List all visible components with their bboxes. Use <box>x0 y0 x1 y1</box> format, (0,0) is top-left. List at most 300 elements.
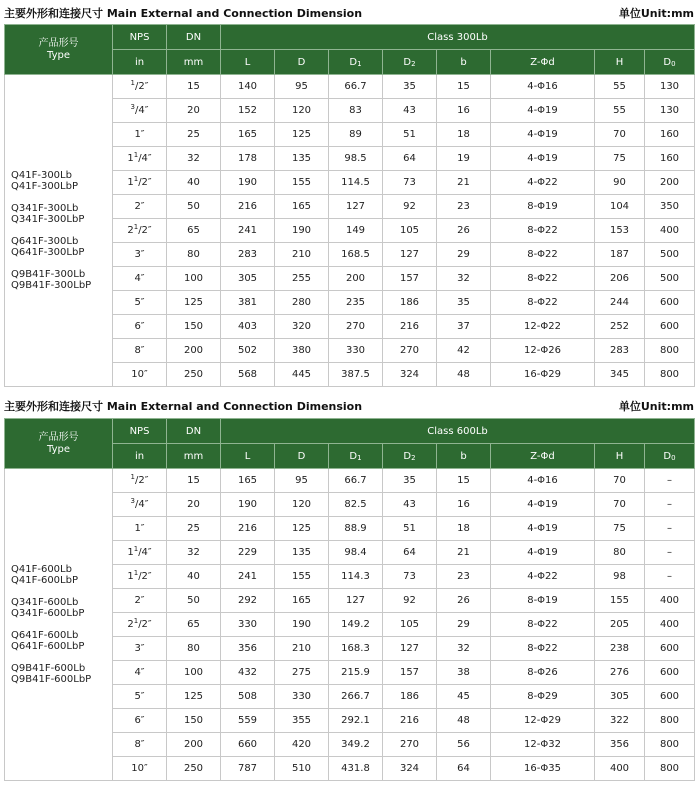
D-cell: 355 <box>275 709 329 733</box>
D2-cell: 157 <box>383 661 437 685</box>
D-cell: 280 <box>275 291 329 315</box>
type-header <box>5 25 113 75</box>
nps-cell: 10″ <box>113 363 167 387</box>
dn-cell: 250 <box>167 757 221 781</box>
dn-cell: 65 <box>167 219 221 243</box>
H-cell: 90 <box>595 171 645 195</box>
L-cell: 305 <box>221 267 275 291</box>
D1-cell: 82.5 <box>329 493 383 517</box>
D-header: D <box>275 444 329 469</box>
H-header: H <box>595 50 645 75</box>
L-cell: 330 <box>221 613 275 637</box>
D1-cell: 168.3 <box>329 637 383 661</box>
dn-cell: 50 <box>167 589 221 613</box>
L-cell: 508 <box>221 685 275 709</box>
type-cell <box>5 469 113 781</box>
dn-cell: 150 <box>167 315 221 339</box>
D-cell: 420 <box>275 733 329 757</box>
b-cell: 21 <box>437 171 491 195</box>
H-cell: 356 <box>595 733 645 757</box>
type-header-cn: 产品形号 <box>38 431 79 443</box>
dn-cell: 20 <box>167 493 221 517</box>
dn-cell: 250 <box>167 363 221 387</box>
dn-cell: 15 <box>167 469 221 493</box>
D-cell: 120 <box>275 493 329 517</box>
L-cell: 283 <box>221 243 275 267</box>
D-cell: 445 <box>275 363 329 387</box>
D-cell: 125 <box>275 517 329 541</box>
b-cell: 15 <box>437 469 491 493</box>
D1-cell: 66.7 <box>329 469 383 493</box>
H-cell: 345 <box>595 363 645 387</box>
L-cell: 216 <box>221 517 275 541</box>
D1-cell: 98.4 <box>329 541 383 565</box>
dn-cell: 25 <box>167 517 221 541</box>
H-cell: 80 <box>595 541 645 565</box>
D2-cell: 157 <box>383 267 437 291</box>
type-model: Q41F-600Lb <box>11 564 72 575</box>
D0-header: $D_0$ <box>645 444 695 469</box>
dimension-table-600lb <box>4 418 695 781</box>
D2-cell: 51 <box>383 123 437 147</box>
type-group <box>11 564 112 586</box>
L-cell: 190 <box>221 171 275 195</box>
dn-header: DN <box>167 25 221 50</box>
type-cell <box>5 75 113 387</box>
zd-cell: 8-Φ19 <box>491 589 595 613</box>
nps-cell: $1^1/4''$ <box>113 541 167 565</box>
nps-cell: $2^1/2''$ <box>113 613 167 637</box>
zd-cell: 4-Φ19 <box>491 147 595 171</box>
type-model: Q41F-600LbP <box>11 575 78 586</box>
L-cell: 381 <box>221 291 275 315</box>
H-cell: 238 <box>595 637 645 661</box>
dn-cell: 80 <box>167 637 221 661</box>
dn-cell: 20 <box>167 99 221 123</box>
nps-cell: 2″ <box>113 195 167 219</box>
D2-cell: 73 <box>383 565 437 589</box>
D-cell: 190 <box>275 613 329 637</box>
L-cell: 568 <box>221 363 275 387</box>
D-cell: 320 <box>275 315 329 339</box>
D1-cell: 215.9 <box>329 661 383 685</box>
dn-cell: 200 <box>167 339 221 363</box>
D1-cell: 200 <box>329 267 383 291</box>
D-cell: 210 <box>275 243 329 267</box>
D2-header: $D_2$ <box>383 50 437 75</box>
type-model: Q341F-300Lb <box>11 203 79 214</box>
D2-header: $D_2$ <box>383 444 437 469</box>
zd-cell: 8-Φ22 <box>491 291 595 315</box>
type-group <box>11 170 112 192</box>
zd-cell: 8-Φ22 <box>491 637 595 661</box>
type-header <box>5 419 113 469</box>
section-header <box>0 397 698 415</box>
H-cell: 244 <box>595 291 645 315</box>
dn-cell: 40 <box>167 171 221 195</box>
H-cell: 75 <box>595 147 645 171</box>
type-group <box>11 630 112 652</box>
header-row <box>5 419 695 444</box>
nps-cell: 10″ <box>113 757 167 781</box>
nps-cell: 8″ <box>113 733 167 757</box>
D-cell: 95 <box>275 469 329 493</box>
type-model: Q341F-600LbP <box>11 608 85 619</box>
D1-cell: 127 <box>329 589 383 613</box>
type-model: Q641F-300Lb <box>11 236 79 247</box>
D1-cell: 83 <box>329 99 383 123</box>
H-cell: 322 <box>595 709 645 733</box>
D-cell: 275 <box>275 661 329 685</box>
D1-cell: 387.5 <box>329 363 383 387</box>
zd-header: Z-Φd <box>491 50 595 75</box>
nps-cell: 4″ <box>113 661 167 685</box>
table-row <box>5 469 695 493</box>
nps-cell: 5″ <box>113 291 167 315</box>
nps-header: NPS <box>113 25 167 50</box>
mm-header: mm <box>167 444 221 469</box>
type-model: Q641F-600Lb <box>11 630 79 641</box>
D-cell: 210 <box>275 637 329 661</box>
b-cell: 45 <box>437 685 491 709</box>
D0-cell: – <box>645 517 695 541</box>
nps-header: NPS <box>113 419 167 444</box>
type-group <box>11 597 112 619</box>
b-cell: 18 <box>437 517 491 541</box>
D1-cell: 149.2 <box>329 613 383 637</box>
D1-cell: 270 <box>329 315 383 339</box>
D2-cell: 43 <box>383 99 437 123</box>
H-cell: 252 <box>595 315 645 339</box>
L-cell: 403 <box>221 315 275 339</box>
zd-cell: 8-Φ22 <box>491 267 595 291</box>
D2-cell: 186 <box>383 685 437 709</box>
H-cell: 70 <box>595 469 645 493</box>
type-model: Q341F-300LbP <box>11 214 85 225</box>
D1-cell: 330 <box>329 339 383 363</box>
b-cell: 26 <box>437 219 491 243</box>
nps-cell: 3″ <box>113 243 167 267</box>
type-group <box>11 269 112 291</box>
dn-cell: 50 <box>167 195 221 219</box>
type-header-cn: 产品形号 <box>38 37 79 49</box>
D1-cell: 127 <box>329 195 383 219</box>
in-header: in <box>113 50 167 75</box>
b-cell: 23 <box>437 565 491 589</box>
H-cell: 400 <box>595 757 645 781</box>
type-model: Q41F-300LbP <box>11 181 78 192</box>
L-cell: 216 <box>221 195 275 219</box>
D2-cell: 105 <box>383 613 437 637</box>
nps-cell: $2^1/2''$ <box>113 219 167 243</box>
zd-cell: 4-Φ22 <box>491 565 595 589</box>
b-cell: 42 <box>437 339 491 363</box>
type-model: Q9B41F-600LbP <box>11 674 92 685</box>
D0-cell: 600 <box>645 637 695 661</box>
b-cell: 15 <box>437 75 491 99</box>
D0-cell: 400 <box>645 589 695 613</box>
D1-cell: 235 <box>329 291 383 315</box>
nps-cell: 1″ <box>113 123 167 147</box>
D0-cell: 160 <box>645 123 695 147</box>
type-header-en: Type <box>47 443 70 455</box>
type-header-en: Type <box>47 49 70 61</box>
zd-cell: 12-Φ26 <box>491 339 595 363</box>
zd-cell: 8-Φ22 <box>491 243 595 267</box>
type-model: Q9B41F-300Lb <box>11 269 86 280</box>
zd-cell: 4-Φ19 <box>491 517 595 541</box>
dimension-table-300lb <box>4 24 695 387</box>
mm-header: mm <box>167 50 221 75</box>
D-cell: 380 <box>275 339 329 363</box>
H-cell: 70 <box>595 493 645 517</box>
L-cell: 241 <box>221 565 275 589</box>
D-cell: 135 <box>275 541 329 565</box>
D2-cell: 324 <box>383 757 437 781</box>
H-cell: 283 <box>595 339 645 363</box>
zd-cell: 4-Φ22 <box>491 171 595 195</box>
H-cell: 276 <box>595 661 645 685</box>
dn-cell: 200 <box>167 733 221 757</box>
nps-cell: $1^1/2''$ <box>113 171 167 195</box>
b-cell: 26 <box>437 589 491 613</box>
L-cell: 356 <box>221 637 275 661</box>
nps-cell: 5″ <box>113 685 167 709</box>
D0-cell: 600 <box>645 685 695 709</box>
class-header: Class 600Lb <box>221 419 695 444</box>
zd-cell: 4-Φ16 <box>491 75 595 99</box>
D1-cell: 88.9 <box>329 517 383 541</box>
class-header: Class 300Lb <box>221 25 695 50</box>
H-cell: 98 <box>595 565 645 589</box>
L-cell: 229 <box>221 541 275 565</box>
zd-cell: 12-Φ32 <box>491 733 595 757</box>
b-cell: 23 <box>437 195 491 219</box>
H-cell: 104 <box>595 195 645 219</box>
dn-cell: 80 <box>167 243 221 267</box>
dn-header: DN <box>167 419 221 444</box>
zd-cell: 4-Φ19 <box>491 493 595 517</box>
D-cell: 165 <box>275 589 329 613</box>
D0-cell: 800 <box>645 709 695 733</box>
D-cell: 155 <box>275 171 329 195</box>
unit-label: 单位Unit:mm <box>618 7 694 20</box>
D2-cell: 216 <box>383 709 437 733</box>
type-model: Q9B41F-300LbP <box>11 280 92 291</box>
D0-cell: 400 <box>645 219 695 243</box>
b-header: b <box>437 50 491 75</box>
type-model: Q641F-600LbP <box>11 641 85 652</box>
dn-cell: 125 <box>167 685 221 709</box>
L-cell: 165 <box>221 123 275 147</box>
b-cell: 16 <box>437 99 491 123</box>
H-cell: 55 <box>595 99 645 123</box>
D2-cell: 186 <box>383 291 437 315</box>
D0-cell: 600 <box>645 291 695 315</box>
dn-cell: 25 <box>167 123 221 147</box>
unit-label: 单位Unit:mm <box>618 400 694 413</box>
dn-cell: 125 <box>167 291 221 315</box>
H-cell: 153 <box>595 219 645 243</box>
dn-cell: 100 <box>167 267 221 291</box>
D2-cell: 127 <box>383 243 437 267</box>
nps-cell: 8″ <box>113 339 167 363</box>
D0-cell: 200 <box>645 171 695 195</box>
D1-cell: 168.5 <box>329 243 383 267</box>
D0-cell: 800 <box>645 757 695 781</box>
dn-cell: 15 <box>167 75 221 99</box>
D-cell: 95 <box>275 75 329 99</box>
D2-cell: 216 <box>383 315 437 339</box>
D1-header: $D_1$ <box>329 444 383 469</box>
type-group <box>11 663 112 685</box>
D-cell: 330 <box>275 685 329 709</box>
D0-cell: 500 <box>645 243 695 267</box>
zd-cell: 4-Φ16 <box>491 469 595 493</box>
L-cell: 502 <box>221 339 275 363</box>
nps-cell: $^3$/4″ <box>113 99 167 123</box>
nps-cell: $1^1/2''$ <box>113 565 167 589</box>
b-cell: 29 <box>437 243 491 267</box>
D2-cell: 73 <box>383 171 437 195</box>
zd-cell: 8-Φ22 <box>491 613 595 637</box>
zd-cell: 4-Φ19 <box>491 123 595 147</box>
D-cell: 510 <box>275 757 329 781</box>
L-cell: 292 <box>221 589 275 613</box>
section-title: 主要外形和连接尺寸 Main External and Connection Dimension <box>4 400 363 413</box>
D2-cell: 127 <box>383 637 437 661</box>
zd-cell: 8-Φ22 <box>491 219 595 243</box>
D0-cell: 350 <box>645 195 695 219</box>
D0-cell: – <box>645 493 695 517</box>
b-cell: 18 <box>437 123 491 147</box>
D-header: D <box>275 50 329 75</box>
type-model: Q41F-300Lb <box>11 170 72 181</box>
b-cell: 64 <box>437 757 491 781</box>
D-cell: 255 <box>275 267 329 291</box>
b-header: b <box>437 444 491 469</box>
in-header: in <box>113 444 167 469</box>
D0-header: $D_0$ <box>645 50 695 75</box>
D1-cell: 292.1 <box>329 709 383 733</box>
D2-cell: 64 <box>383 147 437 171</box>
type-model: Q641F-300LbP <box>11 247 85 258</box>
header-row <box>5 25 695 50</box>
H-cell: 205 <box>595 613 645 637</box>
nps-cell: 4″ <box>113 267 167 291</box>
D0-cell: 130 <box>645 75 695 99</box>
zd-cell: 12-Φ29 <box>491 709 595 733</box>
b-cell: 48 <box>437 709 491 733</box>
D-cell: 155 <box>275 565 329 589</box>
D2-cell: 35 <box>383 469 437 493</box>
H-cell: 305 <box>595 685 645 709</box>
H-cell: 206 <box>595 267 645 291</box>
L-cell: 178 <box>221 147 275 171</box>
D2-cell: 43 <box>383 493 437 517</box>
H-cell: 75 <box>595 517 645 541</box>
H-cell: 187 <box>595 243 645 267</box>
zd-header: Z-Φd <box>491 444 595 469</box>
L-header: L <box>221 444 275 469</box>
section-title: 主要外形和连接尺寸 Main External and Connection Dimension <box>4 7 363 20</box>
table-row <box>5 75 695 99</box>
zd-cell: 8-Φ29 <box>491 685 595 709</box>
D0-cell: 160 <box>645 147 695 171</box>
D0-cell: 600 <box>645 315 695 339</box>
D0-cell: 500 <box>645 267 695 291</box>
L-cell: 559 <box>221 709 275 733</box>
D-cell: 165 <box>275 195 329 219</box>
D2-cell: 64 <box>383 541 437 565</box>
nps-cell: 6″ <box>113 709 167 733</box>
D0-cell: 800 <box>645 733 695 757</box>
b-cell: 37 <box>437 315 491 339</box>
D-cell: 125 <box>275 123 329 147</box>
D0-cell: 130 <box>645 99 695 123</box>
L-cell: 165 <box>221 469 275 493</box>
b-cell: 32 <box>437 637 491 661</box>
D0-cell: 600 <box>645 661 695 685</box>
b-cell: 29 <box>437 613 491 637</box>
D2-cell: 270 <box>383 733 437 757</box>
dn-cell: 100 <box>167 661 221 685</box>
H-header: H <box>595 444 645 469</box>
dn-cell: 150 <box>167 709 221 733</box>
D1-cell: 114.5 <box>329 171 383 195</box>
D1-cell: 149 <box>329 219 383 243</box>
L-cell: 152 <box>221 99 275 123</box>
D2-cell: 51 <box>383 517 437 541</box>
L-header: L <box>221 50 275 75</box>
nps-cell: $1^1/4''$ <box>113 147 167 171</box>
D1-cell: 66.7 <box>329 75 383 99</box>
D1-cell: 431.8 <box>329 757 383 781</box>
L-cell: 140 <box>221 75 275 99</box>
dn-cell: 40 <box>167 565 221 589</box>
D1-cell: 114.3 <box>329 565 383 589</box>
D-cell: 135 <box>275 147 329 171</box>
D2-cell: 92 <box>383 195 437 219</box>
zd-cell: 12-Φ22 <box>491 315 595 339</box>
b-cell: 48 <box>437 363 491 387</box>
D2-cell: 324 <box>383 363 437 387</box>
zd-cell: 4-Φ19 <box>491 99 595 123</box>
nps-cell: $^1$/2″ <box>113 75 167 99</box>
L-cell: 190 <box>221 493 275 517</box>
type-model: Q341F-600Lb <box>11 597 79 608</box>
D2-cell: 35 <box>383 75 437 99</box>
nps-cell: 2″ <box>113 589 167 613</box>
nps-cell: 1″ <box>113 517 167 541</box>
L-cell: 432 <box>221 661 275 685</box>
L-cell: 787 <box>221 757 275 781</box>
D0-cell: 400 <box>645 613 695 637</box>
H-cell: 155 <box>595 589 645 613</box>
D1-cell: 98.5 <box>329 147 383 171</box>
D1-cell: 266.7 <box>329 685 383 709</box>
D0-cell: – <box>645 469 695 493</box>
b-cell: 19 <box>437 147 491 171</box>
section-header <box>0 4 698 22</box>
b-cell: 38 <box>437 661 491 685</box>
b-cell: 21 <box>437 541 491 565</box>
L-cell: 660 <box>221 733 275 757</box>
D-cell: 190 <box>275 219 329 243</box>
type-group <box>11 203 112 225</box>
type-model: Q9B41F-600Lb <box>11 663 86 674</box>
D1-header: $D_1$ <box>329 50 383 75</box>
